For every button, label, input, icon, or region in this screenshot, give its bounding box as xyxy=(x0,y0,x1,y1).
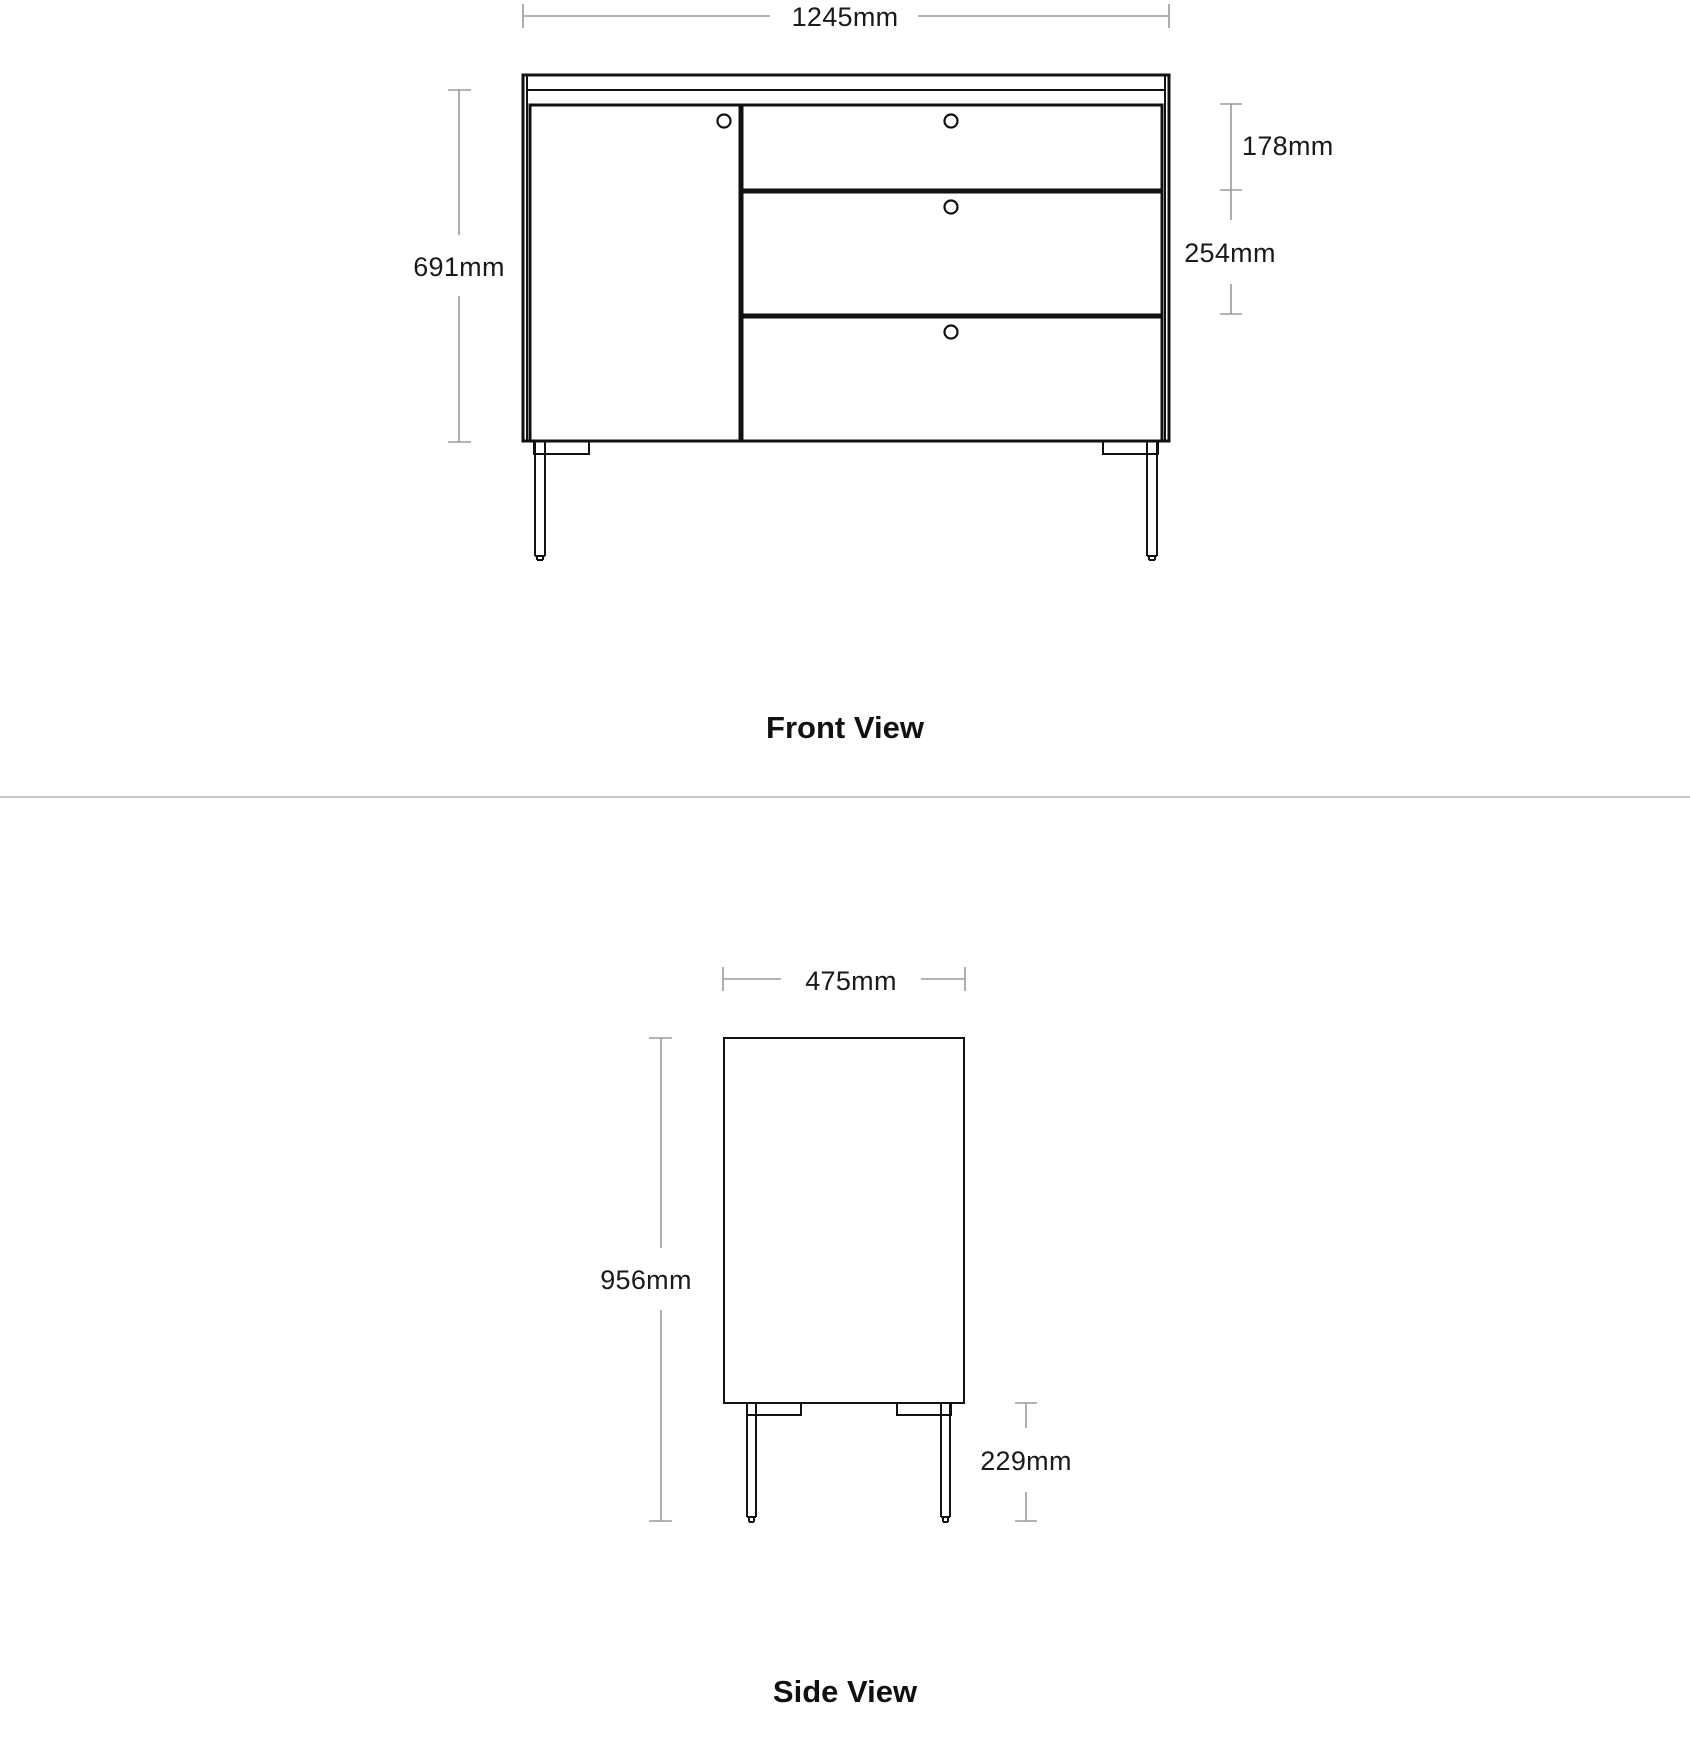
front-height-label: 691mm xyxy=(413,252,505,282)
bottom-drawer-knob xyxy=(945,326,958,339)
front-height-dimension xyxy=(413,90,505,442)
drawer-height-dimensions xyxy=(1184,104,1333,314)
front-cabinet xyxy=(523,75,1169,560)
front-width-dimension xyxy=(523,2,1169,32)
side-right-leg xyxy=(897,1403,951,1522)
leg-height-dimension xyxy=(980,1403,1072,1521)
middle-drawer-knob xyxy=(945,201,958,214)
middle-drawer-height-label: 254mm xyxy=(1184,238,1276,268)
front-cabinet-frame xyxy=(523,75,1169,441)
side-left-leg xyxy=(747,1403,801,1522)
front-view xyxy=(413,2,1333,745)
side-height-label: 956mm xyxy=(600,1265,692,1295)
side-depth-dimension xyxy=(723,966,965,996)
side-cabinet xyxy=(724,1038,964,1522)
side-view xyxy=(600,966,1072,1709)
side-cabinet-body xyxy=(724,1038,964,1403)
front-left-leg xyxy=(534,441,589,560)
side-depth-label: 475mm xyxy=(805,966,897,996)
leg-height-label: 229mm xyxy=(980,1446,1072,1476)
front-view-title: Front View xyxy=(766,710,924,745)
top-drawer-knob xyxy=(945,115,958,128)
cabinet-door xyxy=(530,105,740,441)
door-knob xyxy=(718,115,731,128)
side-height-dimension xyxy=(600,1038,692,1521)
front-right-leg xyxy=(1103,441,1158,560)
top-drawer-height-label: 178mm xyxy=(1242,131,1334,161)
front-width-label: 1245mm xyxy=(791,2,899,32)
side-view-title: Side View xyxy=(772,1674,918,1709)
